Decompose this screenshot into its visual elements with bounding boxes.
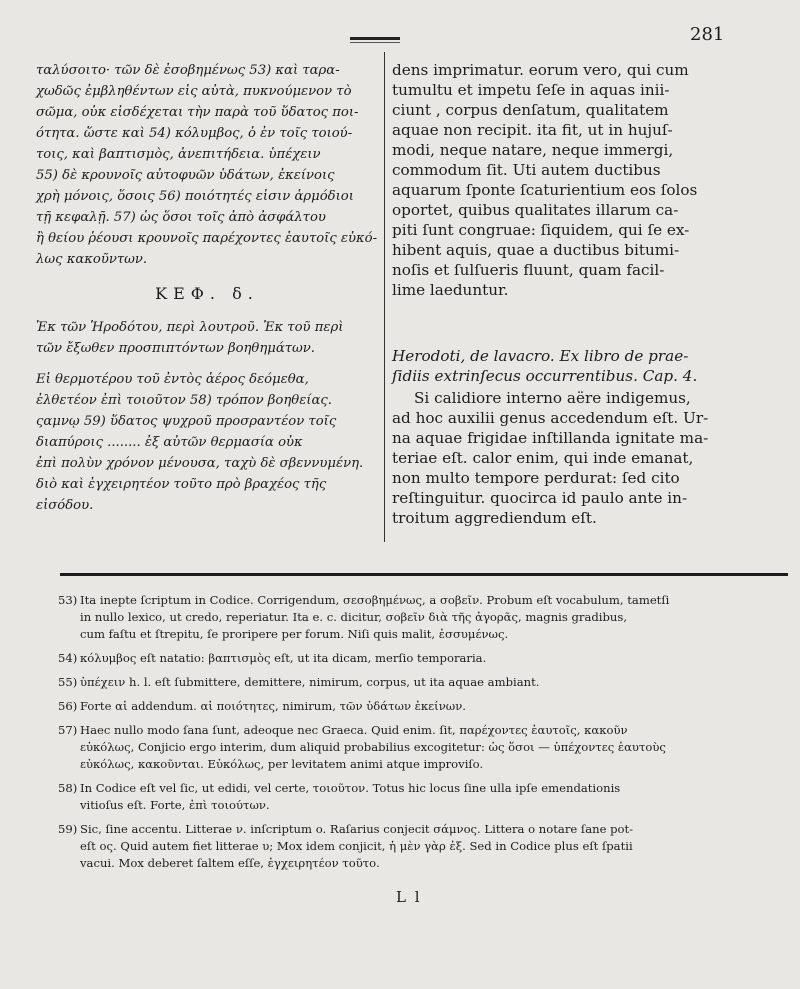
text-line: χωδῶς ἐμβληθέντων εἰς αὐτὰ, πυκνούμενον τὸ bbox=[36, 84, 352, 99]
text-line: na aquae frigidae inſtillanda ignitate ma- bbox=[392, 429, 709, 447]
latin-paragraph-2 bbox=[392, 388, 772, 528]
text-line: χρὴ μόνοις, ὅσοις 56) ποιότητές εἰσιν ἁρμόδιοι bbox=[36, 189, 354, 204]
footnote-line: cum faſtu et ſtrepitu, ſe proripere per forum. Niſi quis malit, ἐσσυμένως. bbox=[80, 627, 509, 641]
text-line: Εἰ θερμοτέρου τοῦ ἐντὸς ἀέρος δεόμεθα, bbox=[36, 372, 309, 387]
greek-paragraph-2 bbox=[36, 369, 378, 516]
footnote-line: Sic, ſine accentu. Litterae ν. inſcriptum o. Raſarius conjecit σάμνος. Littera o notare ſane pot- bbox=[80, 822, 634, 836]
footnote-rule bbox=[60, 573, 788, 576]
text-line: εἰσόδου. bbox=[36, 498, 94, 513]
text-line: ότητα. ὥστε καὶ 54) κόλυμβος, ὁ ἐν τοῖς τοιού- bbox=[36, 126, 353, 141]
text-line: ἢ θείου ῥέουσι κρουνοῖς παρέχοντες ἑαυτοῖς εὐκό- bbox=[36, 231, 378, 246]
text-line: troitum aggrediendum eſt. bbox=[392, 509, 597, 527]
text-line: dens imprimatur. eorum vero, qui cum bbox=[392, 61, 689, 79]
text-line: ad hoc auxilii genus accedendum eſt. Ur- bbox=[392, 409, 709, 427]
footnotes bbox=[58, 592, 790, 879]
footnote bbox=[58, 780, 790, 814]
footnote bbox=[58, 821, 790, 872]
footnote bbox=[58, 592, 790, 643]
header-rule-thin bbox=[350, 42, 400, 43]
footnote-number: 53) bbox=[58, 593, 78, 607]
text-line: hibent aquis, quae a ductibus bitumi- bbox=[392, 241, 680, 259]
text-line: non multo tempore perdurat: ſed cito bbox=[392, 469, 680, 487]
text-line: oportet, quibus qualitates illarum ca- bbox=[392, 201, 679, 219]
text-line: commodum ſit. Uti autem ductibus bbox=[392, 161, 661, 179]
text-line: lime laeduntur. bbox=[392, 281, 509, 299]
signature-mark: L l bbox=[396, 888, 422, 906]
footnote-text bbox=[80, 592, 790, 643]
text-line: Si calidiore interno aëre indigemus, bbox=[414, 389, 691, 407]
text-line: noſis et ſulſueris fluunt, quam facil- bbox=[392, 261, 665, 279]
text-line: modi, neque natare, neque immergi, bbox=[392, 141, 674, 159]
text-line: 55) δὲ κρουνοῖς αὐτοφυῶν ὑδάτων, ἐκείνοις bbox=[36, 168, 335, 183]
footnote-line: εὐκόλως, κακοῦνται. Εὐκόλως, per levitatem animi atque improviſo. bbox=[80, 757, 484, 771]
footnote-number: 55) bbox=[58, 675, 78, 689]
footnote-text bbox=[80, 650, 790, 667]
greek-chapter-title bbox=[36, 317, 378, 359]
text-line: piti ſunt congruae: ſiquidem, qui ſe ex- bbox=[392, 221, 690, 239]
text-line: διὸ καὶ ἐγχειρητέον τοῦτο πρὸ βραχέος τῆς bbox=[36, 477, 327, 492]
footnote-line: eſt ος. Quid autem fiet litterae υ; Mox idem conjicit, ἡ μὲν γὰρ ἐξ. Sed in Codice plus eſt ſpatii bbox=[80, 839, 633, 853]
footnote-text bbox=[80, 674, 790, 691]
text-line: λως κακοῦντων. bbox=[36, 252, 148, 267]
text-line: Herodoti, de lavacro. Ex libro de prae- bbox=[392, 347, 689, 365]
text-line: τῇ κεφαλῇ. 57) ὡς ὅσοι τοῖς ἀπὸ ἀσφάλτου bbox=[36, 210, 326, 225]
footnote-line: Haec nullo modo ſana ſunt, adeoque nec Graeca. Quid enim. ſit, παρέχοντες ἑαυτοῖς, κακοῦν bbox=[80, 723, 628, 737]
footnote-line: ὑπέχειν h. l. eſt ſubmittere, demittere, nimirum, corpus, ut ita aquae ambiant. bbox=[80, 675, 540, 689]
footnote bbox=[58, 674, 790, 691]
text-line: reſtinguitur. quocirca id paulo ante in- bbox=[392, 489, 688, 507]
latin-column bbox=[392, 60, 772, 528]
header-rule bbox=[350, 37, 400, 40]
footnote-line: vitioſus eſt. Forte, ἐπὶ τοιούτων. bbox=[80, 798, 270, 812]
footnote bbox=[58, 698, 790, 715]
text-line: τοις, καὶ βαπτισμὸς, ἀνεπιτήδεια. ὑπέχειν bbox=[36, 147, 321, 162]
text-line: ἐπὶ πολὺν χρόνον μένουσα, ταχὺ δὲ σβεννυμένη. bbox=[36, 456, 364, 471]
footnote-line: Forte αἱ addendum. αἱ ποιότητες, nimirum, τῶν ὑδάτων ἐκείνων. bbox=[80, 699, 466, 713]
footnote bbox=[58, 722, 790, 773]
footnote-line: κόλυμβος eſt natatio: βαπτισμὸς eſt, ut ita dicam, merſio temporaria. bbox=[80, 651, 487, 665]
footnote-text bbox=[80, 821, 790, 872]
footnote-line: in nullo lexico, ut credo, reperiatur. Ita e. c. dicitur, σοβεῖν διὰ τῆς ἀγορᾶς, magnis gradibus, bbox=[80, 610, 628, 624]
text-line: ſidiis extrinſecus occurrentibus. Cap. 4. bbox=[392, 367, 698, 385]
footnote-line: Ita inepte ſcriptum in Codice. Corrigendum, σεσοβημένως, a σοβεῖν. Probum eſt vocabulum, tametſi bbox=[80, 593, 670, 607]
text-line: σῶμα, οὐκ εἰσδέχεται τὴν παρὰ τοῦ ὕδατος ποι- bbox=[36, 105, 359, 120]
text-line: τῶν ἔξωθεν προσπιπτόντων βοηθημάτων. bbox=[36, 341, 315, 356]
text-line: aquae non recipit. ita fit, ut in hujuſ- bbox=[392, 121, 673, 139]
footnote-number: 54) bbox=[58, 651, 78, 665]
footnote-line: vacui. Mox deberet ſaltem eſſe, ἐγχειρητέον τοῦτο. bbox=[80, 856, 380, 870]
footnote-text bbox=[80, 698, 790, 715]
latin-paragraph-1 bbox=[392, 60, 772, 300]
footnote-line: εὐκόλως, Conjicio ergo interim, dum aliquid probabilius excogitetur: ὡς ὅσοι — ὑπέχοντες ἑαυτοὺς bbox=[80, 740, 666, 754]
footnote-number: 56) bbox=[58, 699, 78, 713]
text-line: teriae eſt. calor enim, qui inde emanat, bbox=[392, 449, 694, 467]
page-number: 281 bbox=[690, 24, 725, 45]
footnote bbox=[58, 650, 790, 667]
footnote-number: 58) bbox=[58, 781, 78, 795]
footnote-number: 57) bbox=[58, 723, 78, 737]
text-line: ἐλθετέον ἐπὶ τοιοῦτον 58) τρόπον βοηθείας. bbox=[36, 393, 332, 408]
text-line: ciunt , corpus denſatum, qualitatem bbox=[392, 101, 669, 119]
text-line: ταλύσοιτο· τῶν δὲ ἐσοβημένως 53) καὶ ταρα- bbox=[36, 63, 340, 78]
text-line: aquarum ſponte ſcaturientium eos ſolos bbox=[392, 181, 698, 199]
greek-paragraph-1 bbox=[36, 60, 378, 270]
chapter-heading: ΚΕΦ. δ. bbox=[155, 284, 259, 303]
column-divider bbox=[384, 52, 385, 542]
text-line: ςαμνῳ 59) ὕδατος ψυχροῦ προσραντέον τοῖς bbox=[36, 414, 337, 429]
footnote-text bbox=[80, 722, 790, 773]
text-line: διαπύροις ........ ἐξ αὐτῶν θερμασία οὐκ bbox=[36, 435, 303, 450]
latin-chapter-title bbox=[392, 346, 772, 386]
text-line: Ἐκ τῶν Ἡροδότου, περὶ λουτροῦ. Ἐκ τοῦ περὶ bbox=[36, 320, 344, 335]
footnote-line: In Codice eſt vel ſic, ut edidi, vel certe, τοιοῦτον. Totus hic locus ſine ulla ipſe emendationis bbox=[80, 781, 621, 795]
text-line: tumultu et impetu ſeſe in aquas inii- bbox=[392, 81, 670, 99]
footnote-number: 59) bbox=[58, 822, 78, 836]
greek-column bbox=[36, 60, 378, 516]
footnote-text bbox=[80, 780, 790, 814]
